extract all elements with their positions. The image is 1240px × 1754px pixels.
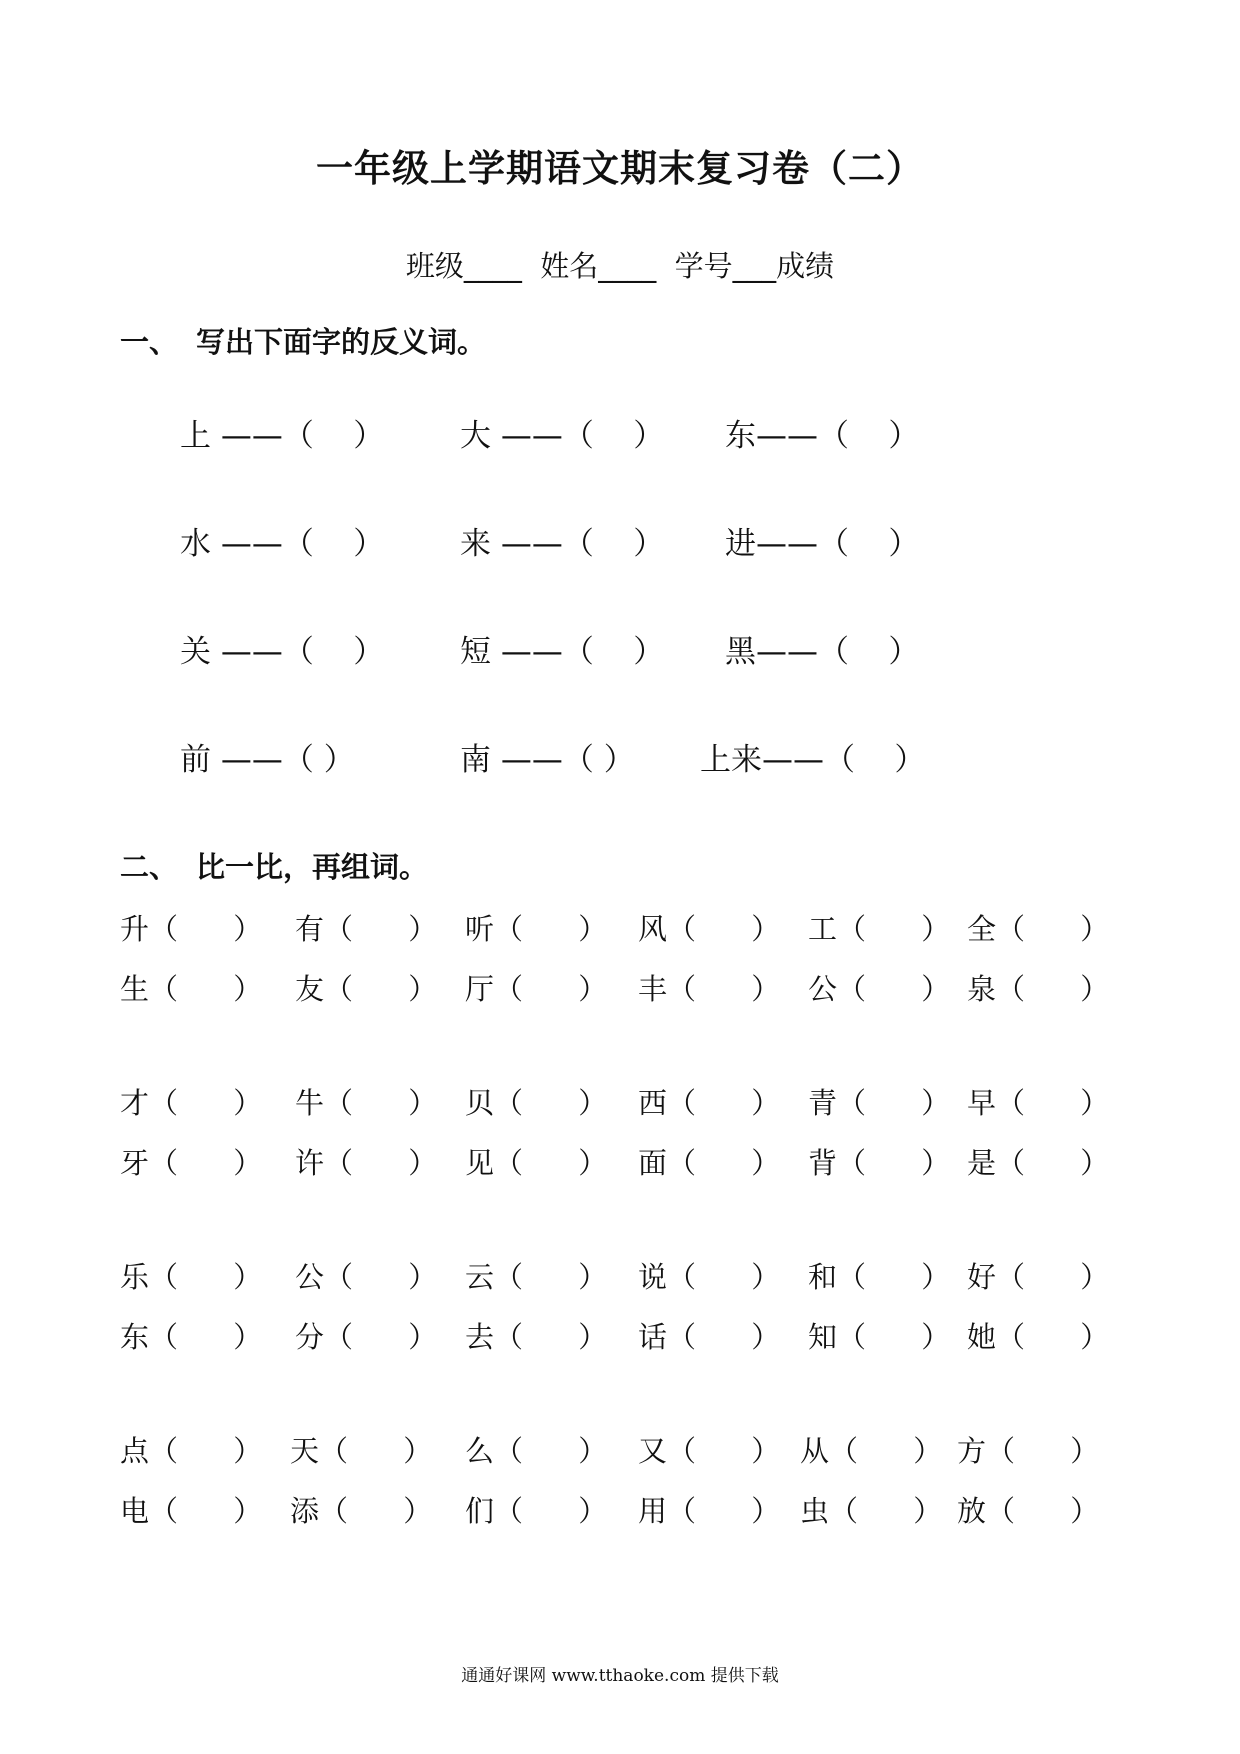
- word-group-row: [0, 907, 1240, 947]
- page-title: 一年级上学期语文期末复习卷（二）: [316, 147, 924, 190]
- section1-heading: [120, 320, 486, 361]
- word-group-item: 放（ ）: [957, 1494, 1100, 1528]
- word-group-item: 东（ ）: [120, 1320, 263, 1354]
- word-group-item: 工（ ）: [808, 912, 951, 946]
- word-group-item: 听（ ）: [465, 912, 608, 946]
- word-group-row: [0, 1141, 1240, 1181]
- antonym-item: 短 ——（ ）: [460, 634, 665, 670]
- word-group-item: 有（ ）: [295, 912, 438, 946]
- word-group-item: 贝（ ）: [465, 1086, 608, 1120]
- word-group-item: 全（ ）: [967, 912, 1110, 946]
- word-group-item: 从（ ）: [800, 1434, 943, 1468]
- word-group-item: 才（ ）: [120, 1086, 263, 1120]
- word-group-item: 公（ ）: [295, 1260, 438, 1294]
- word-group-item: 又（ ）: [638, 1434, 781, 1468]
- word-group-row: [0, 967, 1240, 1007]
- word-group-item: 添（ ）: [290, 1494, 433, 1528]
- word-group-item: 天（ ）: [290, 1434, 433, 1468]
- word-group-item: 青（ ）: [808, 1086, 951, 1120]
- word-group-item: 分（ ）: [295, 1320, 438, 1354]
- word-group-item: 电（ ）: [120, 1494, 263, 1528]
- word-group-item: 风（ ）: [638, 912, 781, 946]
- antonym-row: [0, 626, 1240, 670]
- word-group-item: 西（ ）: [638, 1086, 781, 1120]
- section2-title: 比一比，再组词。: [196, 850, 429, 884]
- word-group-item: 友（ ）: [295, 972, 438, 1006]
- word-group-item: 她（ ）: [967, 1320, 1110, 1354]
- word-group-item: 虫（ ）: [800, 1494, 943, 1528]
- word-group-item: 话（ ）: [638, 1320, 781, 1354]
- word-group-item: 用（ ）: [638, 1494, 781, 1528]
- antonym-item: 关 ——（ ）: [180, 634, 385, 670]
- antonym-item: 黑——（ ）: [725, 634, 920, 670]
- word-group-item: 么（ ）: [465, 1434, 608, 1468]
- footer-source: 通通好课网 www.tthaoke.com 提供下载: [461, 1666, 779, 1686]
- antonym-row: [0, 518, 1240, 562]
- word-group-item: 好（ ）: [967, 1260, 1110, 1294]
- word-group-item: 是（ ）: [967, 1146, 1110, 1180]
- word-group-row: [0, 1255, 1240, 1295]
- section2-number: 二、: [120, 850, 179, 884]
- antonym-item: 前 ——（ ）: [180, 742, 355, 778]
- antonym-item: 进——（ ）: [725, 526, 920, 562]
- word-group-item: 厅（ ）: [465, 972, 608, 1006]
- word-group-item: 早（ ）: [967, 1086, 1110, 1120]
- antonym-item: 上 ——（ ）: [180, 418, 385, 454]
- word-group-item: 见（ ）: [465, 1146, 608, 1180]
- word-group-item: 升（ ）: [120, 912, 263, 946]
- section1-title: 写出下面字的反义词。: [196, 325, 487, 359]
- word-group-row: [0, 1315, 1240, 1355]
- word-group-row: [0, 1081, 1240, 1121]
- section1-number: 一、: [120, 325, 179, 359]
- word-group-item: 公（ ）: [808, 972, 951, 1006]
- word-group-item: 方（ ）: [957, 1434, 1100, 1468]
- word-group-item: 知（ ）: [808, 1320, 951, 1354]
- word-group-item: 许（ ）: [295, 1146, 438, 1180]
- antonym-item: 来 ——（ ）: [460, 526, 665, 562]
- word-group-item: 说（ ）: [638, 1260, 781, 1294]
- word-group-item: 背（ ）: [808, 1146, 951, 1180]
- word-group-item: 牙（ ）: [120, 1146, 263, 1180]
- antonym-row: [0, 410, 1240, 454]
- word-group-item: 牛（ ）: [295, 1086, 438, 1120]
- section2-heading: [120, 845, 428, 886]
- word-group-item: 和（ ）: [808, 1260, 951, 1294]
- student-info-line: 班级____ 姓名____ 学号___成绩: [405, 249, 835, 283]
- antonym-item: 上来——（ ）: [700, 742, 926, 778]
- word-group-row: [0, 1489, 1240, 1529]
- word-group-item: 生（ ）: [120, 972, 263, 1006]
- word-group-item: 面（ ）: [638, 1146, 781, 1180]
- antonym-item: 水 ——（ ）: [180, 526, 385, 562]
- antonym-row: [0, 734, 1240, 778]
- antonym-item: 大 ——（ ）: [460, 418, 665, 454]
- antonym-item: 东——（ ）: [725, 418, 920, 454]
- word-group-item: 云（ ）: [465, 1260, 608, 1294]
- word-group-item: 泉（ ）: [967, 972, 1110, 1006]
- antonym-item: 南 ——（ ）: [460, 742, 635, 778]
- word-group-item: 丰（ ）: [638, 972, 781, 1006]
- word-group-item: 点（ ）: [120, 1434, 263, 1468]
- word-group-item: 们（ ）: [465, 1494, 608, 1528]
- word-group-item: 乐（ ）: [120, 1260, 263, 1294]
- word-group-item: 去（ ）: [465, 1320, 608, 1354]
- word-group-row: [0, 1429, 1240, 1469]
